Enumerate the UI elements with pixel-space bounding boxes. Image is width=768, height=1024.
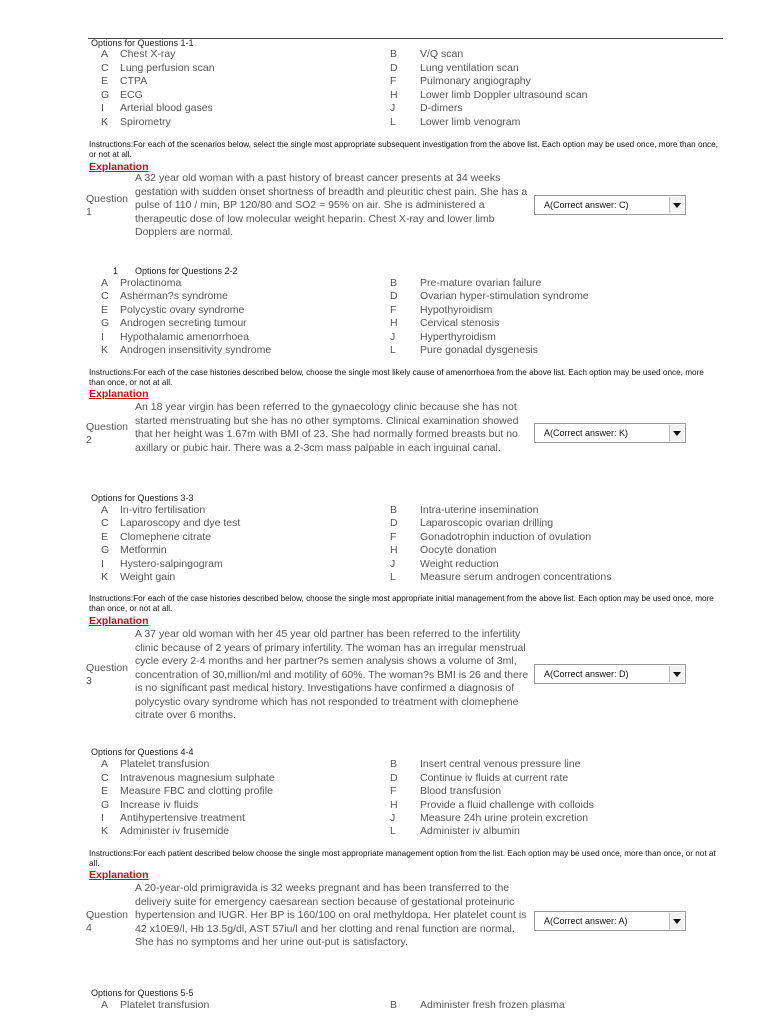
option-text: Platelet transfusion bbox=[120, 999, 210, 1011]
answer-value: A(Correct answer: C) bbox=[544, 200, 629, 210]
instructions: Instructions:For each of the case histories described below, choose the single most likely cause of amenorrhoea from the above list. Each option may be used once, more than once, or not at all. bbox=[89, 368, 704, 387]
option-row bbox=[0, 531, 768, 545]
option-text: V/Q scan bbox=[420, 48, 464, 60]
chevron-down-icon[interactable] bbox=[669, 425, 684, 441]
option-letter: C bbox=[101, 290, 109, 302]
option-text: Provide a fluid challenge with colloids bbox=[420, 799, 594, 811]
question-label: Question 4 bbox=[86, 909, 129, 934]
answer-select[interactable] bbox=[534, 195, 686, 215]
option-text: Clomephene citrate bbox=[120, 531, 212, 543]
question-label: Question 3 bbox=[86, 662, 129, 687]
option-text: Hypothyroidism bbox=[420, 304, 493, 316]
option-letter: C bbox=[101, 62, 109, 74]
option-letter: A bbox=[101, 758, 109, 770]
options-title: Options for Questions 2-2 bbox=[135, 266, 238, 276]
instructions: Instructions:For each of the case histories described below, choose the single most appropriate initial management from the above list. Each option may be used once, more than once, or not at all. bbox=[89, 594, 714, 613]
chevron-down-icon[interactable] bbox=[669, 197, 684, 213]
option-row bbox=[0, 571, 768, 585]
option-text: Cervical stenosis bbox=[420, 317, 500, 329]
options-title: Options for Questions 1-1 bbox=[91, 38, 194, 48]
option-text: Antihypertensive treatment bbox=[120, 812, 245, 824]
question-label: Question 1 bbox=[86, 193, 129, 218]
option-row bbox=[0, 102, 768, 116]
explanation-link[interactable]: Explanation bbox=[89, 869, 149, 881]
option-row bbox=[0, 825, 768, 839]
option-text: Increase iv fluids bbox=[120, 799, 199, 811]
answer-value: A(Correct answer: A) bbox=[544, 916, 628, 926]
option-row bbox=[0, 758, 768, 772]
option-letter: A bbox=[101, 48, 109, 60]
option-letter: A bbox=[101, 277, 109, 289]
option-text: Lung perfusion scan bbox=[120, 62, 215, 74]
option-letter: C bbox=[101, 517, 109, 529]
option-row bbox=[0, 504, 768, 518]
option-text: Pulmonary angiography bbox=[420, 75, 531, 87]
option-letter: J bbox=[390, 812, 396, 824]
option-letter: B bbox=[390, 48, 398, 60]
option-letter: F bbox=[390, 75, 397, 87]
option-text: Oocyte donation bbox=[420, 544, 497, 556]
option-text: Administer iv albumin bbox=[420, 825, 520, 837]
option-text: CTPA bbox=[120, 75, 148, 87]
instructions: Instructions:For each patient described below choose the single most appropriate management option from the list. Each option may be used once, more than once, or not at all. bbox=[89, 849, 716, 868]
option-text: Hypothalamic amenorrhoea bbox=[120, 331, 249, 343]
option-letter: B bbox=[390, 277, 398, 289]
chevron-down-icon[interactable] bbox=[669, 913, 684, 929]
option-row bbox=[0, 62, 768, 76]
option-text: Hyperthyroidism bbox=[420, 331, 496, 343]
option-text: Arterial blood gases bbox=[120, 102, 213, 114]
option-row bbox=[0, 304, 768, 318]
option-letter: G bbox=[101, 544, 110, 556]
option-letter: H bbox=[390, 799, 398, 811]
option-text: Administer fresh frozen plasma bbox=[420, 999, 565, 1011]
answer-select[interactable] bbox=[534, 423, 686, 443]
answer-value: A(Correct answer: K) bbox=[544, 428, 629, 438]
option-text: Asherman?s syndrome bbox=[120, 290, 228, 302]
question-text: A 32 year old woman with a past history of breast cancer presents at 34 weeks gestation with sudden onset shortness of breadth and pleuritic chest pain. She has a pulse of 110 / min, BP 120/80 and SO2 = 95% on air. She is administered a therapeutic dose of low molecular weight heparin. Chest X-ray and lower limb Dopplers are normal. bbox=[135, 172, 528, 238]
option-letter: E bbox=[101, 785, 109, 797]
question-text: A 20-year-old primigravida is 32 weeks pregnant and has been transferred to the delivery suite for emergency caesarean section because of gestational proteinuric hypertension and IUGR. Her BP is 160/100 on oral methyldopa. Her platelet count is 42 x10E9/l, Hb 13.5g/dl, AST 57iu/l and her clotting and renal function are normal. She has no symptoms and her urine out-put is satisfactory. bbox=[135, 882, 527, 948]
option-row bbox=[0, 344, 768, 358]
option-text: Ovarian hyper-stimulation syndrome bbox=[420, 290, 589, 302]
option-text: Lung ventilation scan bbox=[420, 62, 519, 74]
option-row bbox=[0, 799, 768, 813]
option-letter: B bbox=[390, 999, 398, 1011]
option-letter: B bbox=[390, 504, 398, 516]
option-letter: L bbox=[390, 825, 396, 837]
question-text: An 18 year virgin has been referred to the gynaecology clinic because she has not started menstruating but she has no other symptoms. Clinical examination showed that her height was 1.67m with BMI of 23. She had normally formed breasts but no axillary or pubic hair. There was a 2-3cm mass palpable in each inguinal canal. bbox=[135, 401, 519, 454]
option-letter: G bbox=[101, 89, 110, 101]
option-letter: I bbox=[101, 812, 104, 824]
option-row bbox=[0, 290, 768, 304]
option-text: Intravenous magnesium sulphate bbox=[120, 772, 275, 784]
option-letter: L bbox=[390, 344, 396, 356]
option-letter: F bbox=[390, 531, 397, 543]
option-text: Androgen insensitivity syndrome bbox=[120, 344, 272, 356]
option-row bbox=[0, 116, 768, 130]
option-letter: H bbox=[390, 544, 398, 556]
option-letter: E bbox=[101, 75, 109, 87]
option-text: Androgen secreting tumour bbox=[120, 317, 247, 329]
option-text: Laparoscopic ovarian drilling bbox=[420, 517, 554, 529]
option-row bbox=[0, 331, 768, 345]
option-row bbox=[0, 785, 768, 799]
option-text: Lower limb venogram bbox=[420, 116, 521, 128]
option-row bbox=[0, 812, 768, 826]
option-text: Blood transfusion bbox=[420, 785, 502, 797]
option-letter: H bbox=[390, 89, 398, 101]
option-text: Intra-uterine insemination bbox=[420, 504, 539, 516]
option-text: Weight gain bbox=[120, 571, 176, 583]
options-title: Options for Questions 4-4 bbox=[91, 747, 194, 757]
option-letter: A bbox=[101, 999, 109, 1011]
answer-select[interactable] bbox=[534, 664, 686, 684]
question-text: A 37 year old woman with her 45 year old partner has been referred to the infertility clinic because of 2 years of primary infertility. The woman has an irregular menstrual cycle every 2-4 months and her partner?s semen analysis shows a volume of 3ml, concentration of 30,million/ml and motility of 60%. The woman?s BMI is 26 and there is no significant past medical history. Investigations have confirmed a diagnosis of polycystic ovary syndrome which has not responded to treatment with clomephene citrate over 6 months. bbox=[135, 628, 529, 721]
option-letter: K bbox=[101, 116, 109, 128]
option-letter: G bbox=[101, 317, 110, 329]
option-text: ECG bbox=[120, 89, 143, 101]
option-text: Laparoscopy and dye test bbox=[120, 517, 241, 529]
option-letter: K bbox=[101, 344, 109, 356]
option-text: In-vitro fertilisation bbox=[120, 504, 206, 516]
answer-select[interactable] bbox=[534, 911, 686, 931]
explanation-link[interactable]: Explanation bbox=[89, 161, 149, 173]
option-letter: D bbox=[390, 772, 398, 784]
option-row bbox=[0, 544, 768, 558]
option-letter: K bbox=[101, 825, 109, 837]
option-letter: J bbox=[390, 558, 396, 570]
option-text: Measure 24h urine protein excretion bbox=[420, 812, 589, 824]
option-letter: J bbox=[390, 331, 396, 343]
option-letter: F bbox=[390, 304, 397, 316]
option-text: Prolactinoma bbox=[120, 277, 182, 289]
option-text: Chest X-ray bbox=[120, 48, 176, 60]
option-text: Measure serum androgen concentrations bbox=[420, 571, 612, 583]
option-text: Lower limb Doppler ultrasound scan bbox=[420, 89, 588, 101]
question-label: Question 2 bbox=[86, 421, 129, 446]
option-text: Weight reduction bbox=[420, 558, 499, 570]
option-letter: I bbox=[101, 558, 104, 570]
option-letter: D bbox=[390, 62, 398, 74]
explanation-link[interactable]: Explanation bbox=[89, 615, 149, 627]
option-letter: B bbox=[390, 758, 398, 770]
option-letter: L bbox=[390, 116, 396, 128]
option-text: D-dimers bbox=[420, 102, 463, 114]
option-row bbox=[0, 999, 768, 1013]
option-row bbox=[0, 517, 768, 531]
option-text: Spirometry bbox=[120, 116, 171, 128]
option-text: Insert central venous pressure line bbox=[420, 758, 581, 770]
options-number: 1 bbox=[113, 266, 119, 276]
option-text: Pre-mature ovarian failure bbox=[420, 277, 542, 289]
option-text: Hystero-salpingogram bbox=[120, 558, 223, 570]
option-row bbox=[0, 48, 768, 62]
option-letter: I bbox=[101, 102, 104, 114]
option-text: Metformin bbox=[120, 544, 167, 556]
option-text: Administer iv frusemide bbox=[120, 825, 230, 837]
option-letter: L bbox=[390, 571, 396, 583]
option-letter: G bbox=[101, 799, 110, 811]
option-letter: I bbox=[101, 331, 104, 343]
instructions: Instructions:For each of the scenarios below, select the single most appropriate subsequent investigation from the above list. Each option may be used once, more than once, or not at all. bbox=[89, 140, 718, 159]
option-text: Measure FBC and clotting profile bbox=[120, 785, 273, 797]
option-text: Pure gonadal dysgenesis bbox=[420, 344, 538, 356]
option-row bbox=[0, 558, 768, 572]
explanation-link[interactable]: Explanation bbox=[89, 388, 149, 400]
options-title: Options for Questions 5-5 bbox=[91, 988, 194, 998]
option-letter: K bbox=[101, 571, 109, 583]
option-letter: D bbox=[390, 290, 398, 302]
options-title: Options for Questions 3-3 bbox=[91, 493, 194, 503]
chevron-down-icon[interactable] bbox=[669, 666, 684, 682]
option-letter: F bbox=[390, 785, 397, 797]
option-text: Gonadotrophin induction of ovulation bbox=[420, 531, 592, 543]
option-text: Polycystic ovary syndrome bbox=[120, 304, 245, 316]
option-letter: E bbox=[101, 531, 109, 543]
option-letter: D bbox=[390, 517, 398, 529]
answer-value: A(Correct answer: D) bbox=[544, 669, 629, 679]
option-row bbox=[0, 317, 768, 331]
option-letter: H bbox=[390, 317, 398, 329]
option-letter: C bbox=[101, 772, 109, 784]
option-letter: A bbox=[101, 504, 109, 516]
option-text: Continue iv fluids at current rate bbox=[420, 772, 569, 784]
option-row bbox=[0, 75, 768, 89]
option-letter: E bbox=[101, 304, 109, 316]
option-row bbox=[0, 772, 768, 786]
option-text: Platelet transfusion bbox=[120, 758, 210, 770]
option-row bbox=[0, 89, 768, 103]
option-letter: J bbox=[390, 102, 396, 114]
option-row bbox=[0, 277, 768, 291]
